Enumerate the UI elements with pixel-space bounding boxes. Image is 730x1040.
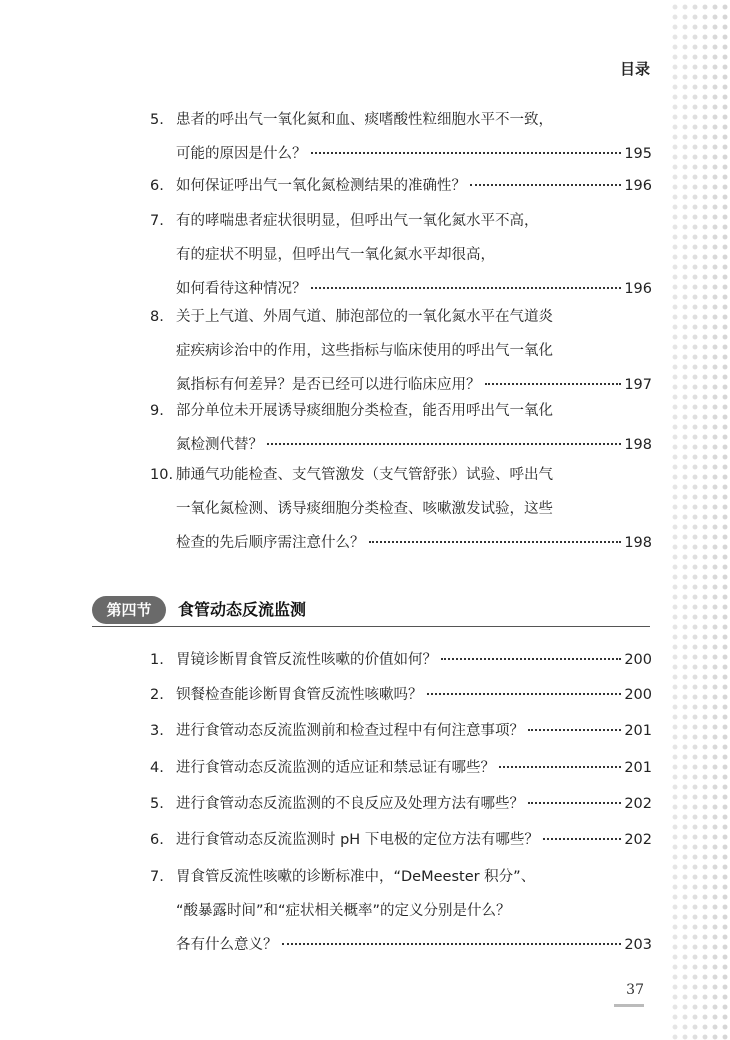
entry-text: 可能的原因是什么？ xyxy=(176,146,307,162)
toc-entry[interactable] xyxy=(150,714,652,748)
entry-text: 进行食管动态反流监测时 pH 下电极的定位方法有哪些？ xyxy=(176,832,539,848)
toc-entry[interactable] xyxy=(150,751,652,785)
entry-text: 有的症状不明显，但呼出气一氧化氮水平却很高， xyxy=(176,247,495,263)
entry-number: 5. xyxy=(150,796,164,812)
running-head: 目录 xyxy=(619,60,650,78)
entry-number: 5. xyxy=(150,112,164,128)
entry-text: 各有什么意义？ xyxy=(176,937,278,953)
entry-number: 4. xyxy=(150,760,164,776)
entry-text: 症疾病诊治中的作用，这些指标与临床使用的呼出气一氧化 xyxy=(176,343,553,359)
page-ref: 197 xyxy=(624,377,652,393)
entry-text: 一氧化氮检测、诱导痰细胞分类检查、咳嗽激发试验，这些 xyxy=(176,501,553,517)
section-title[interactable]: 食管动态反流监测 xyxy=(178,600,307,619)
dot-leader xyxy=(267,443,621,445)
entry-number: 9. xyxy=(150,403,164,419)
entry-text: 如何看待这种情况？ xyxy=(176,281,307,297)
dot-leader xyxy=(543,838,621,840)
page-ref: 196 xyxy=(624,281,652,297)
dot-leader xyxy=(528,802,621,804)
section-badge: 第四节 xyxy=(92,596,166,624)
dot-leader xyxy=(528,729,621,731)
page-ref: 195 xyxy=(624,146,652,162)
dot-leader xyxy=(369,541,622,543)
dot-leader xyxy=(282,943,622,945)
toc-entry[interactable] xyxy=(150,394,652,462)
entry-number: 6. xyxy=(150,832,164,848)
entry-text: 如何保证呼出气一氧化氮检测结果的准确性？ xyxy=(176,178,466,194)
page-ref: 202 xyxy=(624,796,652,812)
page-ref: 201 xyxy=(624,723,652,739)
toc-entry[interactable] xyxy=(150,103,652,171)
toc-entry[interactable] xyxy=(150,458,652,560)
dot-leader xyxy=(485,383,622,385)
decorative-dot-pattern xyxy=(668,0,730,1040)
entry-text: 胃食管反流性咳嗽的诊断标准中，“DeMeester 积分”、 xyxy=(176,869,536,885)
entry-number: 10. xyxy=(150,467,174,483)
page-ref: 198 xyxy=(624,437,652,453)
page-ref: 196 xyxy=(624,178,652,194)
entry-text: 检查的先后顺序需注意什么？ xyxy=(176,535,365,551)
entry-text: 部分单位未开展诱导痰细胞分类检查，能否用呼出气一氧化 xyxy=(176,403,553,419)
dot-leader xyxy=(311,152,622,154)
entry-text: 氮检测代替？ xyxy=(176,437,263,453)
entry-text: 有的哮喘患者症状很明显，但呼出气一氧化氮水平不高， xyxy=(176,213,539,229)
entry-text: 钡餐检查能诊断胃食管反流性咳嗽吗？ xyxy=(176,687,423,703)
entry-text: 进行食管动态反流监测的适应证和禁忌证有哪些？ xyxy=(176,760,495,776)
entry-number: 1. xyxy=(150,652,164,668)
toc-entry[interactable] xyxy=(150,860,652,962)
entry-text: 氮指标有何差异？是否已经可以进行临床应用？ xyxy=(176,377,481,393)
entry-text: 进行食管动态反流监测前和检查过程中有何注意事项？ xyxy=(176,723,524,739)
page-ref: 201 xyxy=(624,760,652,776)
entry-number: 3. xyxy=(150,723,164,739)
page-ref: 203 xyxy=(624,937,652,953)
toc-entry[interactable] xyxy=(150,823,652,857)
entry-text: 胃镜诊断胃食管反流性咳嗽的价值如何？ xyxy=(176,652,437,668)
page-ref: 202 xyxy=(624,832,652,848)
entry-number: 6. xyxy=(150,178,164,194)
toc-entry[interactable] xyxy=(150,204,652,306)
toc-entry[interactable] xyxy=(150,643,652,677)
dot-leader xyxy=(470,184,621,186)
entry-text: “酸暴露时间”和“症状相关概率”的定义分别是什么？ xyxy=(176,903,511,919)
toc-entry[interactable] xyxy=(150,300,652,402)
entry-number: 2. xyxy=(150,687,164,703)
page-number-rule xyxy=(614,1004,644,1007)
entry-number: 7. xyxy=(150,869,164,885)
page-number: 37 xyxy=(626,982,644,998)
section-header xyxy=(92,596,650,627)
entry-text: 进行食管动态反流监测的不良反应及处理方法有哪些？ xyxy=(176,796,524,812)
page-ref: 198 xyxy=(624,535,652,551)
entry-number: 8. xyxy=(150,309,164,325)
entry-text: 肺通气功能检查、支气管激发（支气管舒张）试验、呼出气 xyxy=(176,467,553,483)
dot-leader xyxy=(311,287,622,289)
dot-leader xyxy=(427,693,622,695)
page-ref: 200 xyxy=(624,687,652,703)
toc-entry[interactable] xyxy=(150,678,652,712)
dot-leader xyxy=(441,658,621,660)
toc-entry[interactable] xyxy=(150,169,652,203)
page-ref: 200 xyxy=(624,652,652,668)
entry-text: 患者的呼出气一氧化氮和血、痰嗜酸性粒细胞水平不一致， xyxy=(176,112,553,128)
entry-text: 关于上气道、外周气道、肺泡部位的一氧化氮水平在气道炎 xyxy=(176,309,553,325)
entry-number: 7. xyxy=(150,213,164,229)
toc-entry[interactable] xyxy=(150,787,652,821)
dot-leader xyxy=(499,766,621,768)
